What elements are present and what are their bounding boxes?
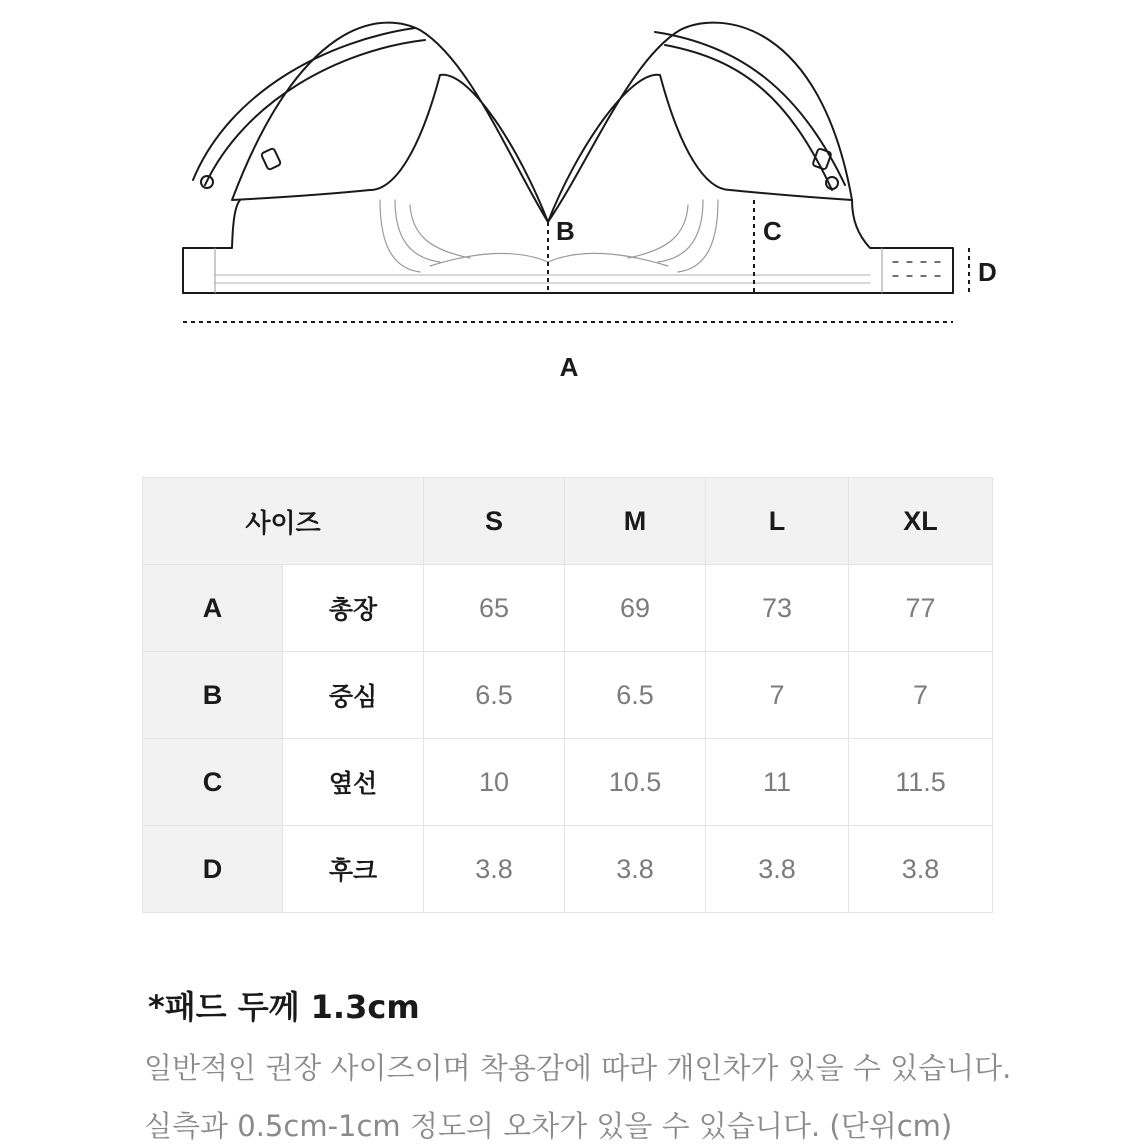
size-header-s: S: [424, 478, 565, 565]
fit-disclaimer: 일반적인 권장 사이즈이며 착용감에 따라 개인차가 있을 수 있습니다.: [144, 1051, 1012, 1085]
cell-value: 11: [706, 739, 849, 826]
cell-value: 7: [706, 652, 849, 739]
hook-eyes-icon: [893, 262, 940, 276]
row-name: 후크: [283, 826, 424, 913]
label-a: A: [559, 352, 579, 382]
row-name: 옆선: [283, 739, 424, 826]
right-adjuster-icon: [812, 148, 831, 170]
row-name: 총장: [283, 565, 424, 652]
band-outline: [183, 200, 953, 293]
measurement-disclaimer: 실측과 0.5cm-1cm 정도의 오차가 있을 수 있습니다. (단위cm): [144, 1109, 953, 1143]
table-row: [143, 652, 993, 739]
row-letter: D: [143, 826, 283, 913]
cell-value: 3.8: [565, 826, 706, 913]
underwire-left: [380, 200, 470, 272]
pad-thickness-note: *패드 두께 1.3cm: [148, 988, 420, 1026]
underwire-right: [628, 200, 718, 272]
label-b: B: [556, 216, 575, 246]
cell-value: 6.5: [565, 652, 706, 739]
right-strap: [655, 32, 845, 185]
cell-value: 11.5: [849, 739, 993, 826]
table-row: [143, 739, 993, 826]
row-letter: C: [143, 739, 283, 826]
label-c: C: [763, 216, 782, 246]
bra-measurement-diagram: [0, 0, 1136, 400]
row-name: 중심: [283, 652, 424, 739]
size-header-label: 사이즈: [143, 478, 424, 565]
cell-value: 65: [424, 565, 565, 652]
size-header-l: L: [706, 478, 849, 565]
row-letter: A: [143, 565, 283, 652]
table-header-row: [143, 478, 993, 565]
cell-value: 7: [849, 652, 993, 739]
left-strap: [193, 28, 415, 180]
table-row: [143, 826, 993, 913]
size-header-m: M: [565, 478, 706, 565]
cell-value: 3.8: [849, 826, 993, 913]
right-cup-outline: [548, 23, 852, 222]
table-row: [143, 565, 993, 652]
cell-value: 77: [849, 565, 993, 652]
cell-value: 69: [565, 565, 706, 652]
cell-value: 73: [706, 565, 849, 652]
left-adjuster-icon: [261, 148, 281, 170]
cell-value: 6.5: [424, 652, 565, 739]
cell-value: 3.8: [706, 826, 849, 913]
row-letter: B: [143, 652, 283, 739]
label-d: D: [978, 257, 997, 287]
size-table: [142, 477, 993, 913]
cell-value: 10.5: [565, 739, 706, 826]
left-cup-outline: [232, 23, 548, 222]
size-header-xl: XL: [849, 478, 993, 565]
cell-value: 3.8: [424, 826, 565, 913]
cell-value: 10: [424, 739, 565, 826]
